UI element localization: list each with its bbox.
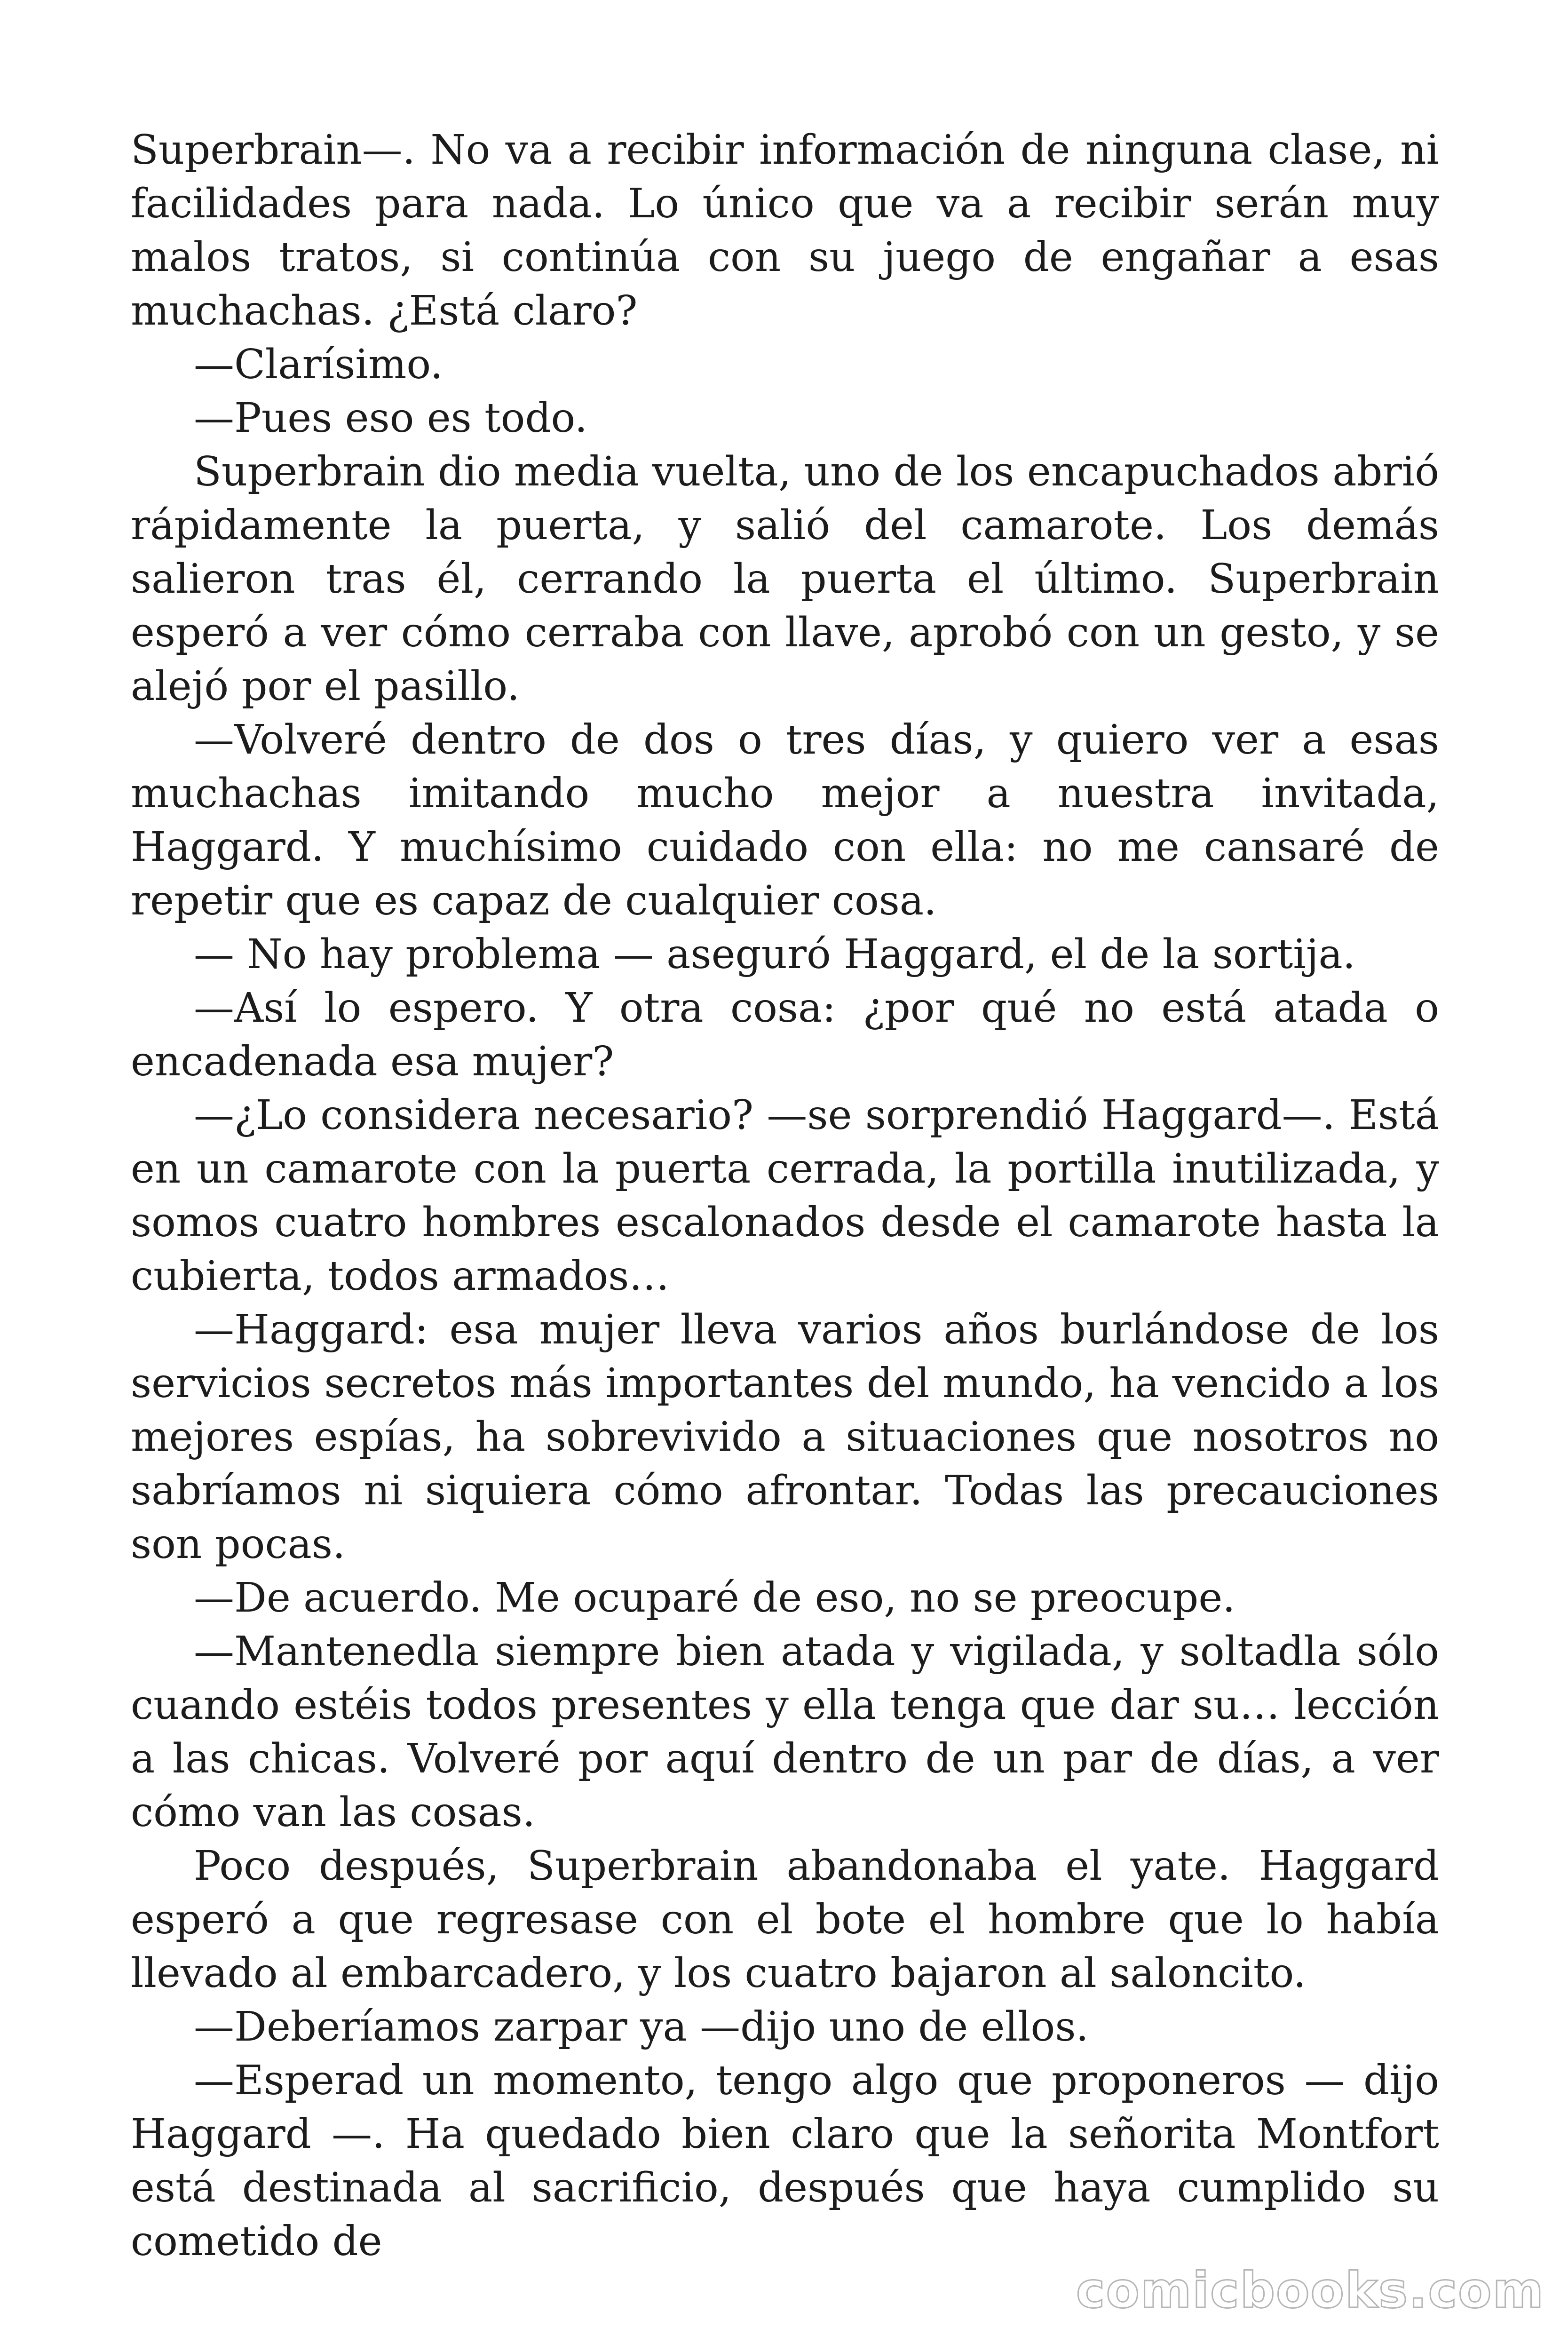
paragraph: —Clarísimo. [194, 341, 443, 388]
paragraph: Poco después, Superbrain abandonaba el yate. Haggard esperó a que regresase con el bote el hombre que lo había llevado al embarcadero, y los cuatro bajaron al saloncito. [131, 1843, 1439, 1997]
paragraph: Superbrain—. No va a recibir información de ninguna clase, ni facilidades para nada. Lo único que va a recibir serán muy malos tratos, si continúa con su juego de engañar a esas muchachas. ¿Está claro? [131, 127, 1439, 334]
paragraph: —De acuerdo. Me ocuparé de eso, no se preocupe. [194, 1574, 1235, 1621]
paragraph: —Deberíamos zarpar ya —dijo uno de ellos. [194, 2003, 1089, 2050]
paragraph: —Pues eso es todo. [194, 395, 588, 442]
paragraph: — No hay problema — aseguró Haggard, el de la sortija. [194, 931, 1356, 978]
paragraph: —Haggard: esa mujer lleva varios años burlándose de los servicios secretos más importantes del mundo, ha vencido a los mejores espías, ha sobrevivido a situaciones que nosotros no sabríamos ni siquiera cómo afrontar. Todas las precauciones son pocas. [131, 1306, 1439, 1568]
paragraph: —¿Lo considera necesario? —se sorprendió Haggard—. Está en un camarote con la puerta cerrada, la portilla inutilizada, y somos cuatro hombres escalonados desde el camarote hasta la cubierta, todos armados… [131, 1092, 1439, 1300]
paragraph: —Volveré dentro de dos o tres días, y quiero ver a esas muchachas imitando mucho mejor a nuestra invitada, Haggard. Y muchísimo cuidado con ella: no me cansaré de repetir que es capaz de cualquier cosa. [131, 716, 1439, 924]
paragraph: —Así lo espero. Y otra cosa: ¿por qué no está atada o encadenada esa mujer? [131, 985, 1439, 1085]
watermark-logo: comicbooks.com [1076, 2262, 1544, 2319]
paragraph: —Esperad un momento, tengo algo que proponeros — dijo Haggard —. Ha quedado bien claro que la señorita Montfort está destinada al sacrificio, después que haya cumplido su cometido de [131, 2057, 1439, 2265]
paragraph: —Mantenedla siempre bien atada y vigilada, y soltadla sólo cuando estéis todos presentes y ella tenga que dar su… lección a las chicas. Volveré por aquí dentro de un par de días, a ver cómo van las cosas. [131, 1628, 1439, 1836]
paragraph: Superbrain dio media vuelta, uno de los encapuchados abrió rápidamente la puerta, y salió del camarote. Los demás salieron tras él, cerrando la puerta el último. Superbrain esperó a ver cómo cerraba con llave, aprobó con un gesto, y se alejó por el pasillo. [131, 448, 1439, 710]
page-text [131, 123, 1439, 2268]
